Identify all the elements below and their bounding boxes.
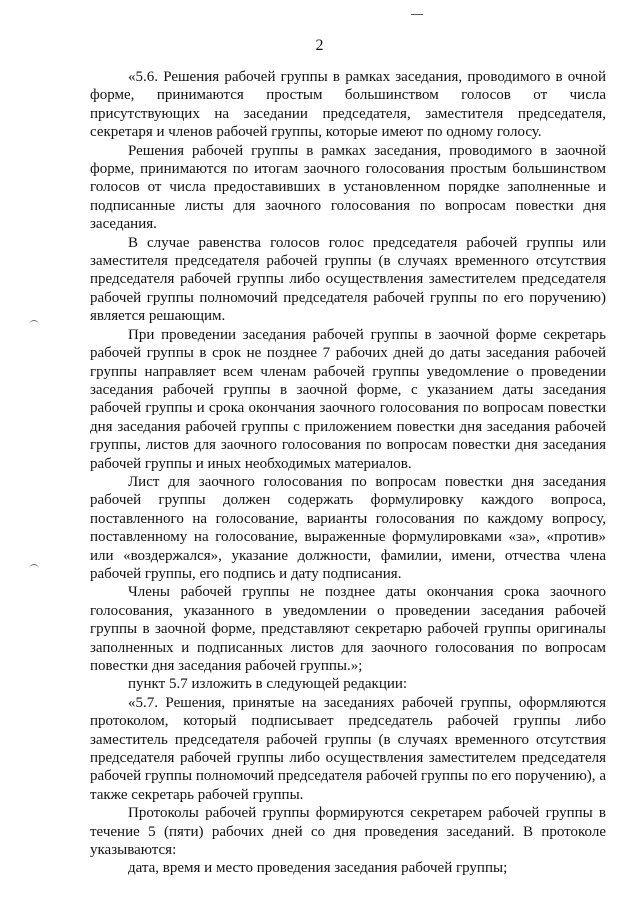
paragraph-equal-votes: В случае равенства голосов голос председателя рабочей группы или заместителя председателя рабочей группы (в случаях временного отсутствия председателя рабочей группы либо осуществления заместителем председателя рабочей группы полномочий председателя рабочей группы по его поручению) является решающим. <box>90 234 606 325</box>
paragraph-voting-sheet: Лист для заочного голосования по вопросам повестки дня заседания рабочей группы должен содержать формулировку каждого вопроса, поставленного на голосование, варианты голосования по каждому вопросу, поставленному на голосование, выраженные формулировками «за», «против» или «воздержался», указание должности, фамилии, имени, отчества члена рабочей группы, его подпись и дату подписания. <box>90 473 606 582</box>
top-dash-mark <box>411 14 423 15</box>
paragraph-absentee-decisions: Решения рабочей группы в рамках заседания, проводимого в заочной форме, принимаются по итогам заочного голосования простым большинством голосов от числа предоставивших в установленном порядке заполненные и подписанные листы для заочного голосования по вопросам повестки дня заседания. <box>90 142 606 233</box>
margin-binding-mark-lower <box>29 564 39 570</box>
margin-binding-mark-upper <box>29 320 39 326</box>
paragraph-5-6-intro: «5.6. Решения рабочей группы в рамках заседания, проводимого в очной форме, принимаются простым большинством голосов от числа присутствующих на заседании председателя, заместителя председателя, секретаря и членов рабочей группы, которые имеют по одному голосу. <box>90 69 606 141</box>
page-number: 2 <box>315 37 324 54</box>
document-body <box>90 68 606 878</box>
paragraph-5-7-protocol: «5.7. Решения, принятые на заседаниях рабочей группы, оформляются протоколом, который подписывает председатель рабочей группы либо заместитель председателя рабочей группы (в случаях временного отсутствия председателя рабочей группы либо осуществления заместителем председателя рабочей группы полномочий председателя рабочей группы по его поручению), а также секретарь рабочей группы. <box>90 694 606 803</box>
paragraph-point-5-7-amend: пункт 5.7 изложить в следующей редакции: <box>128 676 408 693</box>
paragraph-members-submit: Члены рабочей группы не позднее даты окончания срока заочного голосования, указанного в уведомлении о проведении заседания рабочей группы в заочной форме, представляют секретарю рабочей группы оригиналы заполненных и подписанных листов для заочного голосования по вопросам повестки дня заседания рабочей группы.»; <box>90 584 606 674</box>
paragraph-absentee-meeting-notice: При проведении заседания рабочей группы в заочной форме секретарь рабочей группы в срок не позднее 7 рабочих дней до даты заседания рабочей группы направляет всем членам рабочей группы уведомление о проведении заседания рабочей группы в заочной форме, с указанием даты заседания рабочей группы и срока окончания заочного голосования по вопросам повестки дня заседания рабочей группы с приложением повестки дня заседания рабочей группы, листов для заочного голосования по вопросам повестки дня заседания рабочей группы и иных необходимых материалов. <box>90 326 606 472</box>
paragraph-date-time-place: дата, время и место проведения заседания рабочей группы; <box>128 860 508 877</box>
paragraph-protocol-formation: Протоколы рабочей группы формируются секретарем рабочей группы в течение 5 (пяти) рабочих дней со дня проведения заседаний. В протоколе указываются: <box>90 805 606 859</box>
